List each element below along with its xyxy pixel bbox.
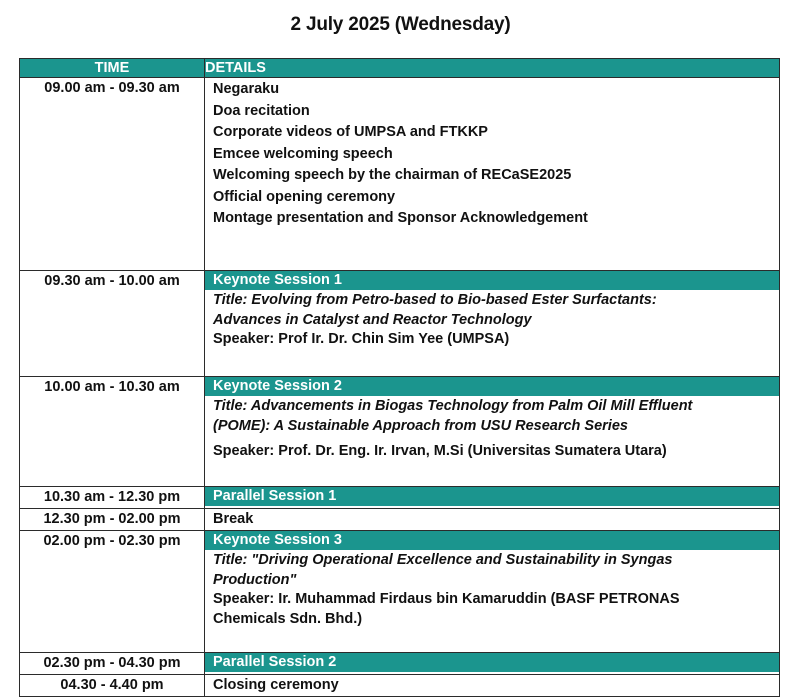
details-cell <box>205 377 780 487</box>
session-title: Title: "Driving Operational Excellence and Sustainability in Syngas <box>213 552 673 568</box>
time-cell: 04.30 - 4.40 pm <box>20 675 205 697</box>
table-row <box>20 675 780 697</box>
details-cell <box>205 271 780 377</box>
list-item: Welcoming speech by the chairman of RECaSE2025 <box>213 167 572 183</box>
time-cell: 02.30 pm - 04.30 pm <box>20 653 205 675</box>
schedule-table <box>19 58 780 697</box>
session-title: Title: Advancements in Biogas Technology from Palm Oil Mill Effluent <box>213 398 693 414</box>
table-row <box>20 377 780 487</box>
list-item: Official opening ceremony <box>213 188 396 205</box>
header-time: TIME <box>20 59 205 78</box>
session-speaker: Chemicals Sdn. Bhd.) <box>213 610 363 627</box>
closing-label: Closing ceremony <box>213 677 339 693</box>
header-details: DETAILS <box>205 59 780 78</box>
session-header: Keynote Session 2 <box>205 377 779 396</box>
details-cell <box>205 509 780 531</box>
session-title: (POME): A Sustainable Approach from USU Research Series <box>213 417 628 434</box>
list-item: Montage presentation and Sponsor Acknowledgement <box>213 210 588 226</box>
break-label: Break <box>213 511 254 527</box>
time-cell: 12.30 pm - 02.00 pm <box>20 509 205 531</box>
list-item: Negaraku <box>213 81 280 97</box>
table-row <box>20 653 780 675</box>
session-title: Advances in Catalyst and Reactor Technology <box>213 311 532 328</box>
table-row <box>20 271 780 377</box>
session-title: Production" <box>213 571 297 588</box>
session-header: Parallel Session 1 <box>205 487 779 506</box>
session-speaker: Speaker: Ir. Muhammad Firdaus bin Kamaruddin (BASF PETRONAS <box>213 591 680 607</box>
time-cell: 10.30 am - 12.30 pm <box>20 487 205 509</box>
list-item: Corporate videos of UMPSA and FTKKP <box>213 124 488 140</box>
details-cell <box>205 653 780 675</box>
list-item: Doa recitation <box>213 102 310 119</box>
time-cell: 09.00 am - 09.30 am <box>20 78 205 271</box>
table-row <box>20 509 780 531</box>
table-row <box>20 487 780 509</box>
list-item: Emcee welcoming speech <box>213 145 393 162</box>
table-row <box>20 78 780 271</box>
details-cell <box>205 675 780 697</box>
details-cell <box>205 531 780 653</box>
details-cell <box>205 78 780 271</box>
time-cell: 10.00 am - 10.30 am <box>20 377 205 487</box>
details-cell <box>205 487 780 509</box>
session-speaker: Speaker: Prof. Dr. Eng. Ir. Irvan, M.Si (Universitas Sumatera Utara) <box>213 443 667 459</box>
session-header: Parallel Session 2 <box>205 653 779 672</box>
table-row <box>20 531 780 653</box>
session-title: Title: Evolving from Petro-based to Bio-based Ester Surfactants: <box>213 292 657 308</box>
page-title: 2 July 2025 (Wednesday) <box>290 14 511 35</box>
time-cell: 09.30 am - 10.00 am <box>20 271 205 377</box>
session-speaker: Speaker: Prof Ir. Dr. Chin Sim Yee (UMPSA) <box>213 331 510 347</box>
table-header-row <box>20 59 780 78</box>
time-cell: 02.00 pm - 02.30 pm <box>20 531 205 653</box>
session-header: Keynote Session 3 <box>205 531 779 550</box>
session-header: Keynote Session 1 <box>205 271 779 290</box>
